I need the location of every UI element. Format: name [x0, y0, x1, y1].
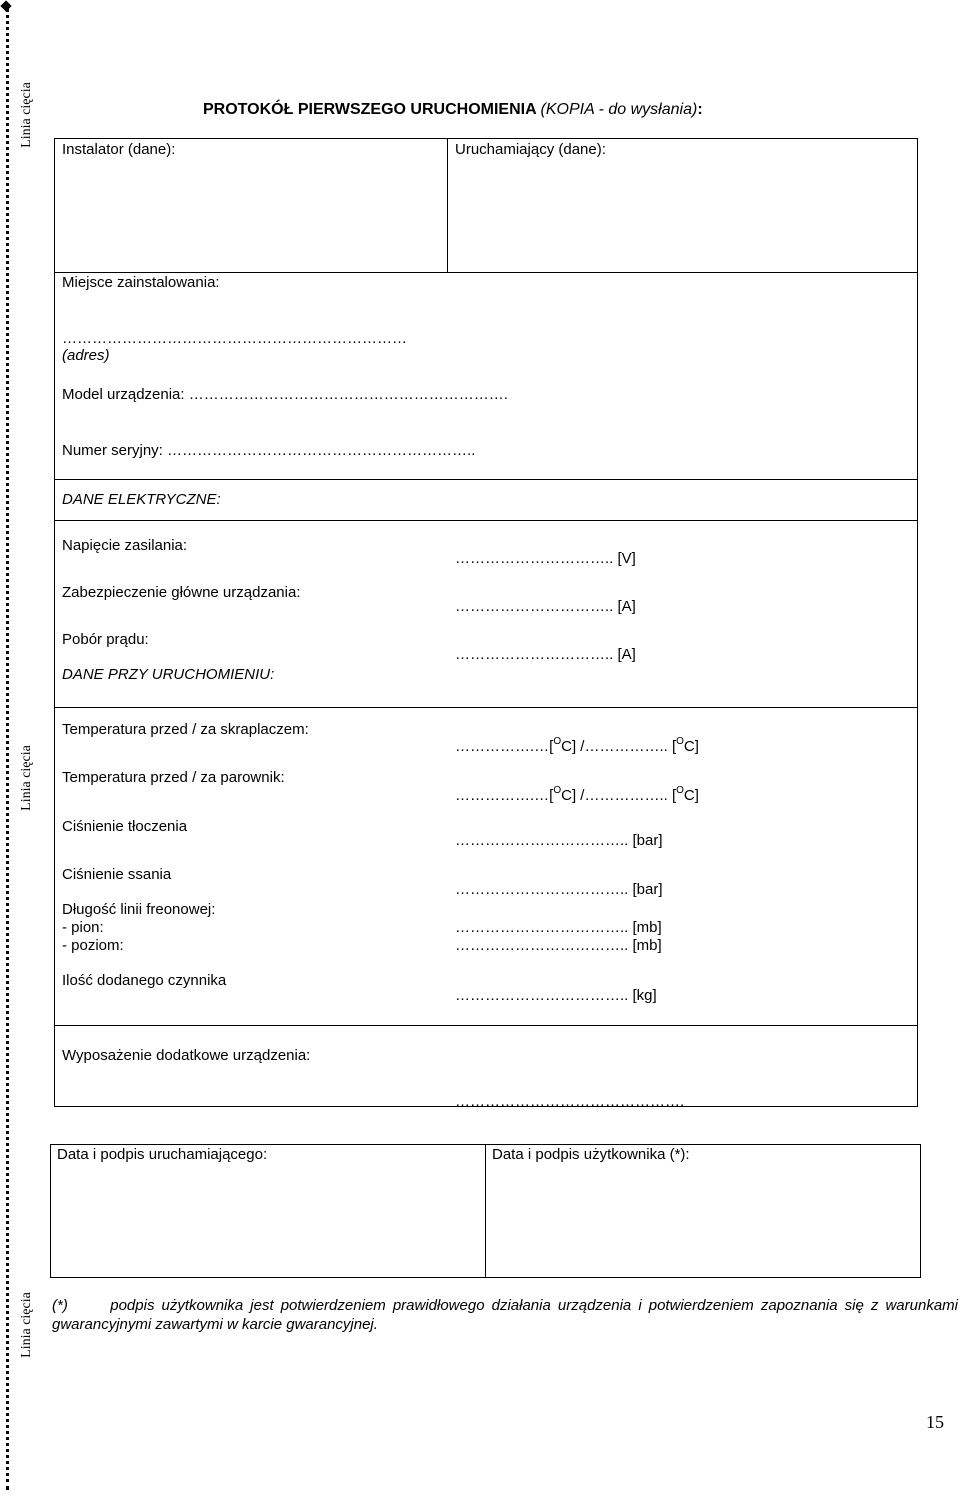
installer-label: Instalator (dane):	[62, 141, 176, 158]
degree-symbol: O	[676, 736, 684, 747]
footnote-text: podpis użytkownika jest potwierdzeniem prawidłowego działania urządzenia i potwierdzeniem zapoznania się z warunkami gwarancyjnymi zawartymi w karcie gwarancyjnej.	[52, 1297, 958, 1333]
degree-symbol: O	[553, 785, 562, 796]
footnote-marker: (*)	[52, 1297, 68, 1314]
row-divider	[54, 479, 918, 480]
page-number: 15	[926, 1412, 944, 1432]
suction-pressure-label: Ciśnienie ssania	[62, 866, 172, 883]
cut-label-middle: Linia cięcia	[19, 745, 34, 811]
evaporator-temp-out: C] /…………….. [	[561, 787, 677, 804]
signature-commissioner-label[interactable]: Data i podpis uruchamiającego:	[57, 1146, 268, 1163]
page-title	[203, 101, 703, 119]
signature-user-label[interactable]: Data i podpis użytkownika (*):	[492, 1146, 690, 1163]
current-label: Pobór prądu:	[62, 631, 149, 648]
header-column-divider	[447, 138, 448, 272]
accessories-label: Wyposażenie dodatkowe urządzenia:	[62, 1047, 311, 1064]
title-suffix: :	[697, 101, 703, 118]
condenser-temp-out: C] /…………….. [	[561, 738, 677, 755]
refrigerant-value[interactable]: …………………………….. [kg]	[455, 987, 657, 1004]
row-divider	[54, 272, 918, 273]
address-label: (adres)	[62, 347, 110, 364]
signature-divider	[485, 1144, 486, 1278]
accessories-dots[interactable]: ……………………………………….	[455, 1093, 685, 1110]
row-divider	[54, 707, 918, 708]
cut-marker-icon	[0, 0, 11, 11]
title-main: PROTOKÓŁ PIERWSZEGO URUCHOMIENIA	[203, 101, 537, 118]
vertical-value[interactable]: …………………………….. [mb]	[455, 919, 662, 936]
voltage-value[interactable]: ………………………….. [V]	[455, 550, 636, 567]
row-divider	[54, 1025, 918, 1026]
degree-symbol: O	[676, 785, 684, 796]
row-divider	[54, 520, 918, 521]
serial-field[interactable]: Numer seryjny: ……………………………………………………..	[62, 442, 476, 459]
model-field[interactable]: Model urządzenia: ……………………………………………………….	[62, 386, 508, 403]
vertical-label: - pion:	[62, 919, 104, 936]
location-label: Miejsce zainstalowania:	[62, 274, 220, 291]
evaporator-temp-value[interactable]	[455, 783, 699, 805]
degree-symbol: O	[553, 736, 562, 747]
condenser-temp-label: Temperatura przed / za skraplaczem:	[62, 721, 309, 738]
cut-label-top: Linia cięcia	[19, 82, 34, 148]
location-dots[interactable]: ……………………………………………………………	[62, 330, 407, 347]
commissioner-label: Uruchamiający (dane):	[455, 141, 606, 158]
discharge-pressure-label: Ciśnienie tłoczenia	[62, 818, 188, 835]
electrical-header: DANE ELEKTRYCZNE:	[62, 491, 221, 508]
startup-header: DANE PRZY URUCHOMIENIU:	[62, 666, 275, 683]
condenser-temp-value[interactable]	[455, 734, 699, 756]
fuse-value[interactable]: ………………………….. [A]	[455, 598, 636, 615]
condenser-temp-in: …………….…[	[455, 738, 554, 755]
suction-pressure-value[interactable]: …………………………….. [bar]	[455, 881, 663, 898]
condenser-temp-unit: C]	[683, 738, 699, 755]
evaporator-temp-in: …………….…[	[455, 787, 554, 804]
fuse-label: Zabezpieczenie główne urządzania:	[62, 584, 301, 601]
line-length-label: Długość linii freonowej:	[62, 901, 216, 918]
current-value[interactable]: ………………………….. [A]	[455, 646, 636, 663]
horizontal-value[interactable]: …………………………….. [mb]	[455, 937, 662, 954]
refrigerant-label: Ilość dodanego czynnika	[62, 972, 227, 989]
discharge-pressure-value[interactable]: …………………………….. [bar]	[455, 832, 663, 849]
evaporator-temp-label: Temperatura przed / za parownik:	[62, 769, 285, 786]
footnote	[52, 1296, 958, 1334]
title-subtitle: (KOPIA - do wysłania)	[540, 101, 698, 118]
horizontal-label: - poziom:	[62, 937, 124, 954]
cut-line	[6, 8, 9, 1490]
voltage-label: Napięcie zasilania:	[62, 537, 188, 554]
evaporator-temp-unit: C]	[683, 787, 699, 804]
cut-label-bottom: Linia cięcia	[19, 1292, 34, 1358]
